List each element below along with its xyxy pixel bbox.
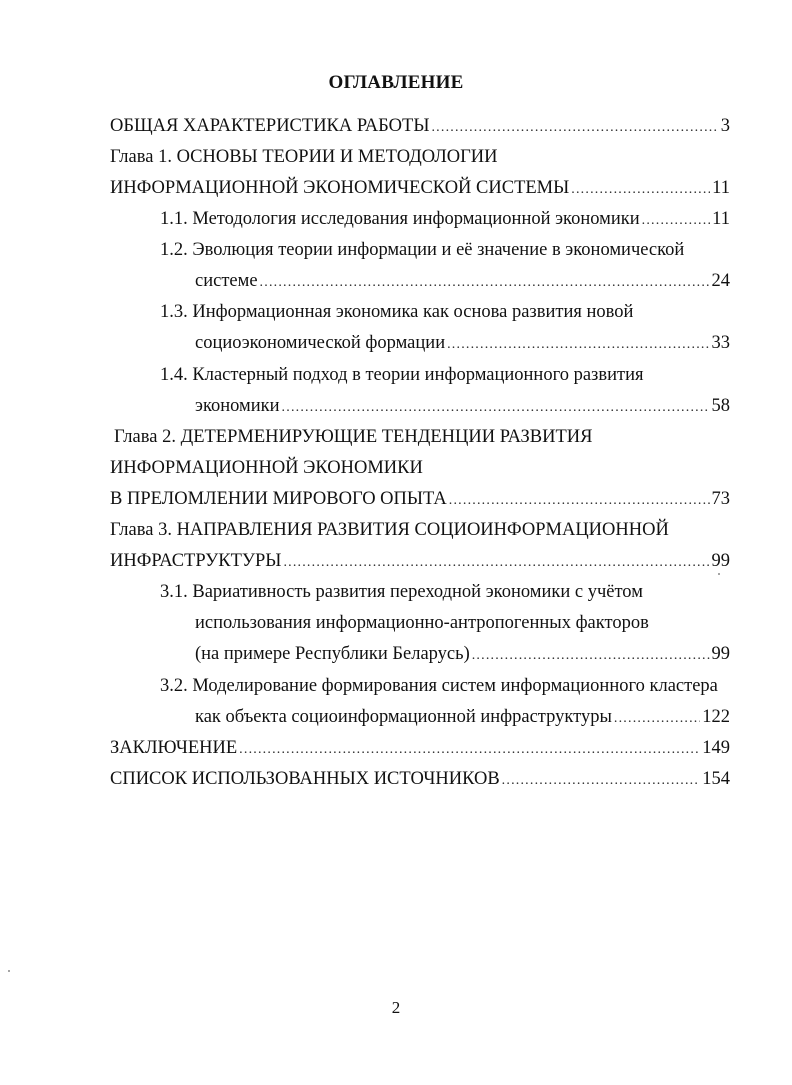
toc-entry-page: 58 [711,396,730,416]
dot-leader [642,208,711,234]
dot-leader [282,395,710,421]
dot-leader [283,550,709,576]
scan-speck [8,970,10,972]
toc-entry-text: Глава 3. НАПРАВЛЕНИЯ РАЗВИТИЯ СОЦИОИНФОРМАЦИОННОЙ [110,520,669,540]
toc-entry-conclusion [110,735,730,761]
toc-section-3-2 [160,673,730,699]
toc-chapter-1-heading-cont [110,175,730,201]
toc-entry-text: (на примере Республики Беларусь) [195,644,470,664]
toc-chapter-3-heading-cont [110,548,730,574]
toc-entry-text: ЗАКЛЮЧЕНИЕ [110,738,238,758]
toc-entry-text: Глава 2. ДЕТЕРМЕНИРУЮЩИЕ ТЕНДЕНЦИИ РАЗВИТИЯ [114,427,593,447]
dot-leader [571,177,710,203]
toc-chapter-1-heading [110,144,730,170]
toc-entry-text: В ПРЕЛОМЛЕНИИ МИРОВОГО ОПЫТА [110,489,447,509]
toc-entry-text: как объекта социоинформационной инфраструктуры [195,707,612,727]
toc-entry-text: 1.4. Кластерный подход в теории информационного развития [160,365,644,385]
toc-chapter-3-heading [110,517,730,543]
dot-leader [447,332,709,358]
toc-section-3-2-cont [195,704,730,730]
toc-entry-page: 73 [711,489,730,509]
toc-section-1-4 [160,362,730,388]
toc-section-1-3-cont [195,330,730,356]
toc-entry-page: 11 [712,209,730,229]
toc-entry-text: 3.2. Моделирование формирования систем информационного кластера [160,676,718,696]
toc-entry-page: 33 [711,333,730,353]
toc-entry-text: 1.3. Информационная экономика как основа развития новой [160,302,634,322]
toc-section-3-1 [160,579,730,605]
toc-entry-text: системе [195,271,258,291]
toc-entry-text: Глава 1. ОСНОВЫ ТЕОРИИ И МЕТОДОЛОГИИ [110,147,498,167]
toc-section-1-2-cont [195,268,730,294]
toc-section-1-2 [160,237,730,263]
toc-chapter-2-heading-cont2 [110,486,730,512]
toc-entry-text: 1.1. Методология исследования информационной экономики [160,209,640,229]
dot-leader [614,706,700,732]
toc-chapter-2-heading [114,424,730,450]
toc-entry-page: 122 [702,707,730,727]
toc-section-1-1 [160,206,730,232]
dot-leader [472,643,710,669]
dot-leader [502,768,701,794]
toc-entry-page: 99 [711,551,730,571]
toc-entry-text: ИНФОРМАЦИОННОЙ ЭКОНОМИЧЕСКОЙ СИСТЕМЫ [110,178,570,198]
toc-section-3-1-cont [195,610,730,636]
toc-entry-text: социоэкономической формации [195,333,446,353]
scan-speck [718,573,720,575]
toc-title: ОГЛАВЛЕНИЕ [328,72,464,93]
dot-leader [431,115,718,141]
toc-entry-references [110,766,730,792]
toc-entry-text: СПИСОК ИСПОЛЬЗОВАННЫХ ИСТОЧНИКОВ [110,769,500,789]
toc-section-3-1-cont2 [195,641,730,667]
toc-entry-page: 11 [712,178,730,198]
toc-section-1-3 [160,299,730,325]
toc-entry-text: экономики [195,396,280,416]
toc-section-1-4-cont [195,393,730,419]
toc-chapter-2-heading-cont [110,455,730,481]
dot-leader [449,488,710,514]
toc-entry-page: 24 [711,271,730,291]
toc-entry-page: 149 [702,738,730,758]
toc-entry-text: использования информационно-антропогенных факторов [195,613,649,633]
toc-entry-page: 99 [711,644,730,664]
toc-entry-text: ИНФОРМАЦИОННОЙ ЭКОНОМИКИ [110,458,423,478]
dot-leader [260,270,710,296]
toc-entry-page: 154 [702,769,730,789]
toc-entry-text: 1.2. Эволюция теории информации и её значение в экономической [160,240,685,260]
toc-entry-general-characteristics [110,113,730,139]
toc-entry-text: ОБЩАЯ ХАРАКТЕРИСТИКА РАБОТЫ [110,116,430,136]
page-number: 2 [391,998,401,1017]
dot-leader [239,737,700,763]
toc-entry-page: 3 [720,116,730,136]
toc-entry-text: ИНФРАСТРУКТУРЫ [110,551,282,571]
toc-entry-text: 3.1. Вариативность развития переходной экономики с учётом [160,582,643,602]
